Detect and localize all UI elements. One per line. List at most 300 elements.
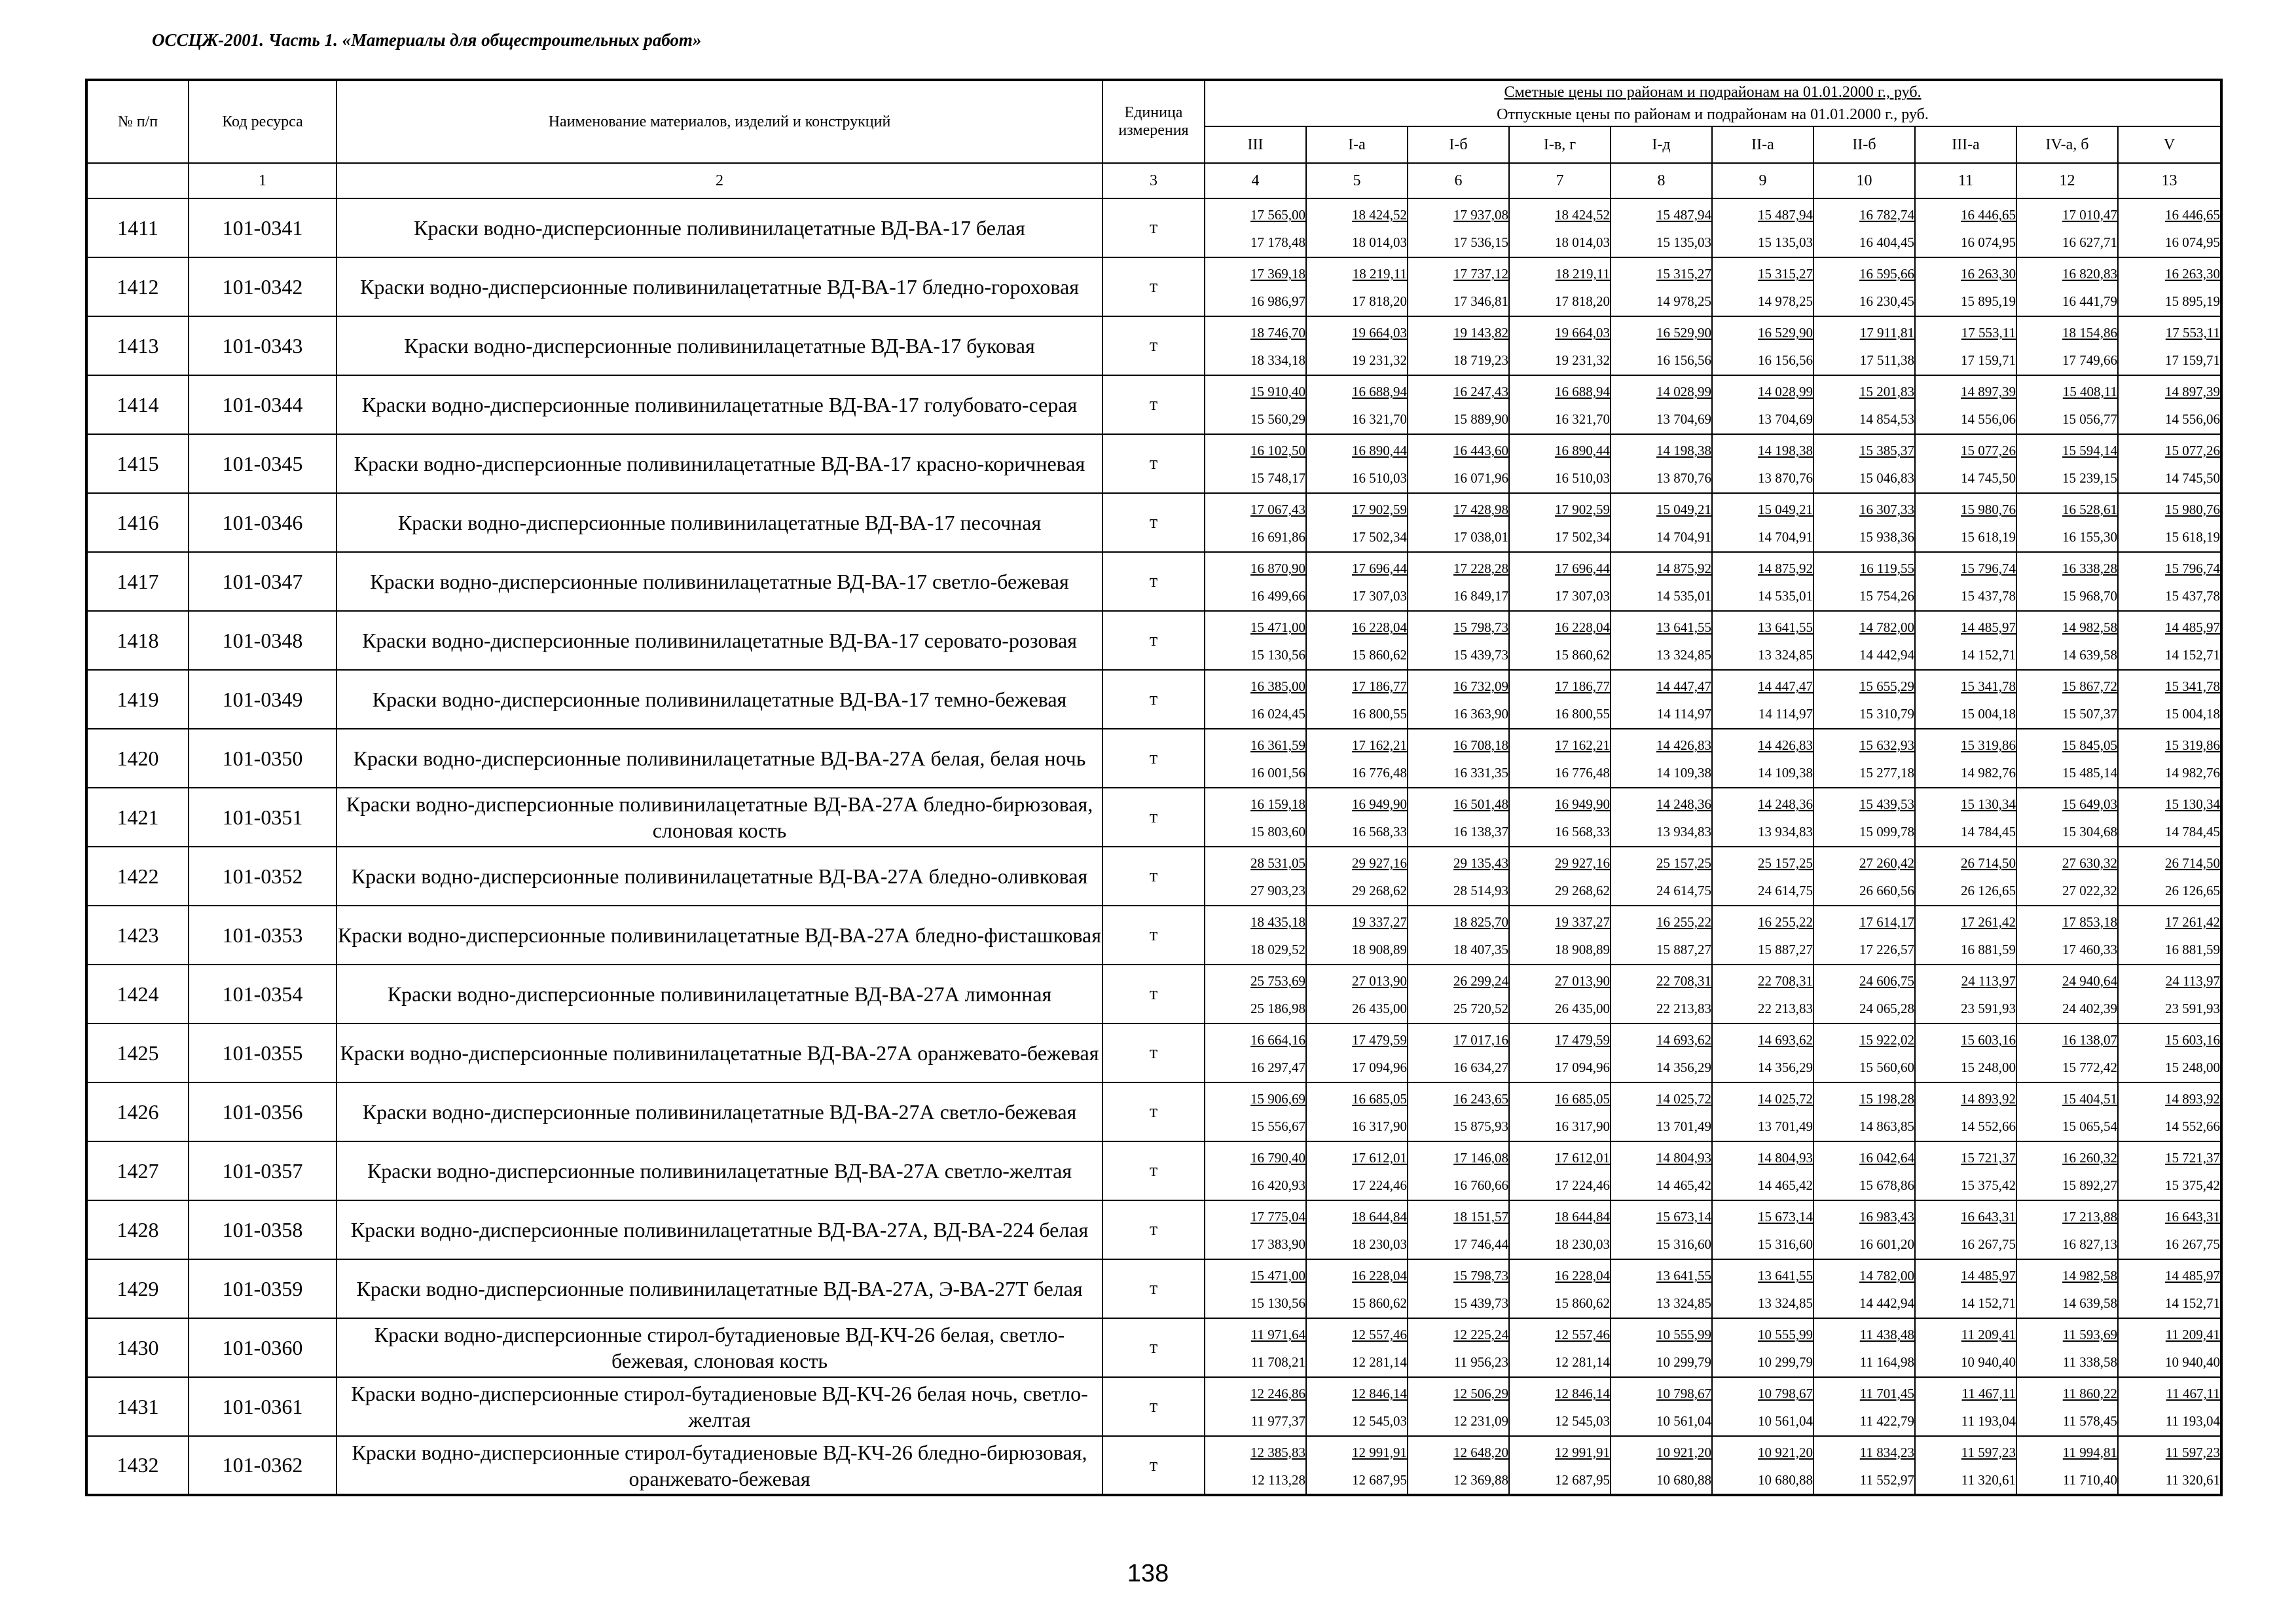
wholesale-price: 14 535,01 (1656, 588, 1711, 604)
wholesale-price: 13 324,85 (1656, 647, 1711, 663)
estimate-price: 25 157,25 (1656, 855, 1711, 871)
price-cell (1915, 493, 2016, 552)
estimate-price: 16 890,44 (1352, 443, 1407, 458)
estimate-price: 15 845,05 (2062, 737, 2117, 753)
wholesale-price: 13 934,83 (1758, 824, 1813, 840)
wholesale-price: 15 248,00 (1961, 1060, 2016, 1075)
price-cell (2016, 1318, 2118, 1377)
unit-of-measure: т (1102, 1259, 1205, 1318)
wholesale-price: 12 231,09 (1453, 1413, 1508, 1429)
price-cell (1712, 1024, 1813, 1082)
wholesale-price: 15 678,86 (1859, 1177, 1914, 1193)
estimate-price: 18 151,57 (1453, 1209, 1508, 1225)
price-cell (1205, 1436, 1306, 1495)
wholesale-price: 14 784,45 (1961, 824, 2016, 840)
wholesale-price: 13 324,85 (1656, 1295, 1711, 1311)
wholesale-price: 11 552,97 (1859, 1471, 1914, 1488)
estimate-price: 14 693,62 (1656, 1032, 1711, 1048)
estimate-price: 14 804,93 (1656, 1150, 1711, 1166)
price-cell (1205, 1141, 1306, 1200)
wholesale-price: 17 094,96 (1555, 1060, 1610, 1075)
estimate-price: 12 846,14 (1352, 1386, 1407, 1401)
table-row (86, 1436, 2221, 1495)
wholesale-price: 17 178,48 (1250, 234, 1305, 250)
region-header: I-б (1408, 126, 1509, 163)
material-name: Краски водно-дисперсионные поливинилацетатные ВД-ВА-17 голубовато-серая (337, 375, 1102, 434)
wholesale-price: 14 465,42 (1758, 1177, 1813, 1193)
wholesale-price: 25 186,98 (1250, 1001, 1305, 1016)
wholesale-price: 17 511,38 (1859, 352, 1914, 368)
estimate-price: 16 501,48 (1453, 796, 1508, 812)
estimate-price: 12 246,86 (1250, 1386, 1305, 1401)
price-cell (1813, 1318, 1915, 1377)
estimate-price: 15 319,86 (1961, 737, 2016, 753)
wholesale-price: 17 536,15 (1453, 234, 1508, 250)
price-cell (1408, 257, 1509, 316)
price-cell (1205, 316, 1306, 375)
column-number: 12 (2016, 163, 2118, 198)
wholesale-price: 11 338,58 (2062, 1354, 2117, 1370)
wholesale-price: 11 193,04 (1961, 1413, 2016, 1429)
resource-code: 101-0354 (189, 965, 337, 1024)
estimate-price: 16 228,04 (1352, 1268, 1407, 1283)
estimate-price: 14 875,92 (1758, 561, 1813, 576)
estimate-price: 14 025,72 (1656, 1091, 1711, 1107)
resource-code: 101-0343 (189, 316, 337, 375)
estimate-price: 16 102,50 (1250, 443, 1305, 458)
table-row (86, 1141, 2221, 1200)
estimate-price: 17 775,04 (1250, 1209, 1305, 1225)
wholesale-price: 15 439,73 (1453, 1295, 1508, 1311)
table-row (86, 729, 2221, 788)
resource-code: 101-0362 (189, 1436, 337, 1495)
estimate-price: 28 531,05 (1250, 855, 1305, 871)
estimate-price: 16 255,22 (1758, 914, 1813, 930)
table-row (86, 1024, 2221, 1082)
unit-of-measure: т (1102, 965, 1205, 1024)
price-cell (1813, 788, 1915, 847)
price-cell (1306, 493, 1408, 552)
wholesale-price: 11 710,40 (2062, 1471, 2117, 1488)
estimate-price: 16 949,90 (1555, 796, 1610, 812)
price-cell (1408, 375, 1509, 434)
estimate-price: 15 867,72 (2062, 678, 2117, 694)
resource-code: 101-0355 (189, 1024, 337, 1082)
prices-header (1205, 80, 2221, 126)
region-header: III-а (1915, 126, 2016, 163)
wholesale-price: 14 114,97 (1656, 706, 1711, 722)
wholesale-price: 18 407,35 (1453, 942, 1508, 957)
price-cell (2118, 847, 2221, 906)
estimate-price: 15 673,14 (1656, 1209, 1711, 1225)
price-cell (2118, 1259, 2221, 1318)
price-cell (1306, 965, 1408, 1024)
region-header: IV-а, б (2016, 126, 2118, 163)
estimate-price: 17 162,21 (1352, 737, 1407, 753)
page-number: 138 (1127, 1560, 1169, 1587)
wholesale-price: 15 860,62 (1555, 647, 1610, 663)
price-cell (1915, 1259, 2016, 1318)
estimate-price: 17 067,43 (1250, 502, 1305, 517)
estimate-price: 14 693,62 (1758, 1032, 1813, 1048)
estimate-price: 14 485,97 (2165, 1268, 2221, 1283)
price-cell (1509, 316, 1611, 375)
estimate-price: 14 426,83 (1758, 737, 1813, 753)
price-cell (2016, 257, 2118, 316)
price-cell (1712, 965, 1813, 1024)
estimate-price: 14 025,72 (1758, 1091, 1813, 1107)
wholesale-price: 13 324,85 (1758, 647, 1813, 663)
estimate-price: 16 243,65 (1453, 1091, 1508, 1107)
estimate-price: 18 219,11 (1555, 266, 1610, 282)
price-cell (1915, 316, 2016, 375)
wholesale-price: 15 887,27 (1656, 942, 1711, 957)
price-cell (1611, 1082, 1712, 1141)
wholesale-price: 16 601,20 (1859, 1236, 1914, 1252)
wholesale-price: 15 135,03 (1656, 234, 1711, 250)
wholesale-price: 18 908,89 (1555, 942, 1610, 957)
col-name-header: Наименование материалов, изделий и конструкций (337, 80, 1102, 163)
estimate-price: 16 159,18 (1250, 796, 1305, 812)
unit-of-measure: т (1102, 198, 1205, 257)
price-cell (1813, 316, 1915, 375)
table-row (86, 1082, 2221, 1141)
estimate-price: 16 790,40 (1250, 1150, 1305, 1166)
price-cell (1205, 1200, 1306, 1259)
price-cell (1306, 906, 1408, 965)
wholesale-price: 24 614,75 (1758, 883, 1813, 898)
row-number: 1411 (86, 198, 189, 257)
price-cell (1408, 198, 1509, 257)
estimate-price: 19 337,27 (1555, 914, 1610, 930)
estimate-price: 16 138,07 (2062, 1032, 2117, 1048)
wholesale-price: 16 691,86 (1250, 529, 1305, 545)
table-row (86, 552, 2221, 611)
unit-of-measure: т (1102, 1318, 1205, 1377)
estimate-price: 22 708,31 (1656, 973, 1711, 989)
price-cell (1611, 434, 1712, 493)
region-header: V (2118, 126, 2221, 163)
price-cell (1205, 965, 1306, 1024)
estimate-price: 12 557,46 (1352, 1327, 1407, 1342)
wholesale-price: 15 887,27 (1758, 942, 1813, 957)
price-cell (1611, 257, 1712, 316)
estimate-price: 14 426,83 (1656, 737, 1711, 753)
wholesale-price: 16 776,48 (1352, 765, 1407, 781)
price-cell (1306, 1024, 1408, 1082)
price-cell (1509, 847, 1611, 906)
row-number: 1413 (86, 316, 189, 375)
price-cell (1306, 788, 1408, 847)
wholesale-price: 17 307,03 (1555, 588, 1610, 604)
estimate-price: 16 529,90 (1758, 325, 1813, 341)
wholesale-price: 16 499,66 (1250, 588, 1305, 604)
wholesale-price: 14 152,71 (2165, 647, 2221, 663)
wholesale-price: 16 267,75 (2165, 1236, 2221, 1252)
wholesale-price: 15 889,90 (1453, 411, 1508, 427)
wholesale-price: 16 634,27 (1453, 1060, 1508, 1075)
price-cell (1509, 670, 1611, 729)
price-cell (1205, 847, 1306, 906)
wholesale-price: 17 038,01 (1453, 529, 1508, 545)
resource-code: 101-0358 (189, 1200, 337, 1259)
estimate-price: 16 042,64 (1859, 1150, 1914, 1166)
wholesale-price: 23 591,93 (1961, 1001, 2016, 1016)
table-row (86, 257, 2221, 316)
estimate-price: 17 696,44 (1352, 561, 1407, 576)
wholesale-price: 15 860,62 (1555, 1295, 1610, 1311)
price-cell (1509, 729, 1611, 788)
price-cell (1712, 1141, 1813, 1200)
estimate-price: 15 130,34 (2165, 796, 2221, 812)
estimate-price: 16 732,09 (1453, 678, 1508, 694)
estimate-price: 18 644,84 (1352, 1209, 1407, 1225)
price-cell (2118, 375, 2221, 434)
estimate-price: 16 385,00 (1250, 678, 1305, 694)
price-cell (1611, 729, 1712, 788)
wholesale-price: 17 746,44 (1453, 1236, 1508, 1252)
price-table (85, 79, 2223, 1496)
price-cell (1306, 375, 1408, 434)
col-unit-header (1102, 80, 1205, 163)
wholesale-price: 22 213,83 (1656, 1001, 1711, 1016)
price-cell (2118, 552, 2221, 611)
column-number-row (86, 163, 2221, 198)
estimate-price: 15 655,29 (1859, 678, 1914, 694)
wholesale-price: 15 748,17 (1250, 470, 1305, 486)
price-cell (1509, 1024, 1611, 1082)
estimate-price: 15 049,21 (1656, 502, 1711, 517)
price-cell (1611, 316, 1712, 375)
document-header: ОССЦЖ-2001. Часть 1. «Материалы для общестроительных работ» (152, 30, 702, 50)
column-number (86, 163, 189, 198)
estimate-price: 15 404,51 (2062, 1091, 2117, 1107)
table-body (86, 198, 2221, 1495)
estimate-price: 15 980,76 (1961, 502, 2016, 517)
resource-code: 101-0341 (189, 198, 337, 257)
wholesale-price: 11 320,61 (1961, 1471, 2016, 1488)
price-cell (1813, 611, 1915, 670)
estimate-price: 26 714,50 (2165, 855, 2221, 871)
price-cell (1915, 198, 2016, 257)
price-cell (1611, 1259, 1712, 1318)
price-cell (1813, 1259, 1915, 1318)
estimate-price: 27 013,90 (1352, 973, 1407, 989)
price-cell (1205, 906, 1306, 965)
wholesale-price: 14 109,38 (1758, 765, 1813, 781)
wholesale-price: 15 618,19 (1961, 529, 2016, 545)
price-cell (1408, 493, 1509, 552)
table-head (86, 80, 2221, 198)
resource-code: 101-0351 (189, 788, 337, 847)
wholesale-price: 18 014,03 (1352, 234, 1407, 250)
wholesale-price: 14 556,06 (1961, 411, 2016, 427)
estimate-price: 10 798,67 (1758, 1386, 1813, 1401)
wholesale-price: 19 231,32 (1352, 352, 1407, 368)
price-cell (2118, 611, 2221, 670)
price-cell (2016, 198, 2118, 257)
price-cell (1408, 788, 1509, 847)
wholesale-price: 14 465,42 (1656, 1177, 1711, 1193)
wholesale-price: 14 556,06 (2165, 411, 2221, 427)
estimate-price: 14 485,97 (2165, 619, 2221, 635)
price-cell (2118, 1082, 2221, 1141)
wholesale-price: 13 324,85 (1758, 1295, 1813, 1311)
price-cell (1611, 198, 1712, 257)
estimate-price: 16 890,44 (1555, 443, 1610, 458)
estimate-price: 15 315,27 (1758, 266, 1813, 282)
price-cell (1712, 1082, 1813, 1141)
wholesale-price: 23 591,93 (2165, 1001, 2221, 1016)
estimate-price: 16 260,32 (2062, 1150, 2117, 1166)
estimate-price: 17 213,88 (2062, 1209, 2117, 1225)
wholesale-price: 16 321,70 (1352, 411, 1407, 427)
wholesale-price: 14 152,71 (1961, 1295, 2016, 1311)
material-name: Краски водно-дисперсионные поливинилацетатные ВД-ВА-17 буковая (337, 316, 1102, 375)
price-cell (2016, 1377, 2118, 1436)
price-cell (2016, 965, 2118, 1024)
estimate-price: 15 341,78 (1961, 678, 2016, 694)
material-name: Краски водно-дисперсионные поливинилацетатные ВД-ВА-17 белая (337, 198, 1102, 257)
price-cell (2118, 1141, 2221, 1200)
unit-of-measure: т (1102, 611, 1205, 670)
price-cell (1205, 1318, 1306, 1377)
wholesale-price: 15 485,14 (2062, 765, 2117, 781)
unit-of-measure: т (1102, 670, 1205, 729)
wholesale-price: 17 224,46 (1555, 1177, 1610, 1193)
estimate-price: 12 846,14 (1555, 1386, 1610, 1401)
estimate-price: 16 119,55 (1859, 561, 1914, 576)
wholesale-price: 11 320,61 (2165, 1471, 2221, 1488)
row-number: 1425 (86, 1024, 189, 1082)
material-name: Краски водно-дисперсионные поливинилацетатные ВД-ВА-17 темно-бежевая (337, 670, 1102, 729)
row-number: 1417 (86, 552, 189, 611)
price-cell (1205, 1377, 1306, 1436)
table-row (86, 670, 2221, 729)
estimate-price: 10 555,99 (1758, 1327, 1813, 1342)
estimate-price: 14 897,39 (2165, 384, 2221, 399)
price-cell (1813, 552, 1915, 611)
estimate-price: 26 714,50 (1961, 855, 2016, 871)
wholesale-price: 10 680,88 (1758, 1471, 1813, 1488)
estimate-price: 16 263,30 (1961, 266, 2016, 282)
price-cell (1915, 257, 2016, 316)
wholesale-price: 15 310,79 (1859, 706, 1914, 722)
estimate-price: 12 225,24 (1453, 1327, 1508, 1342)
column-number: 8 (1611, 163, 1712, 198)
col-unit-line1: Единица (1124, 104, 1183, 121)
estimate-price: 11 438,48 (1859, 1327, 1914, 1342)
row-number: 1429 (86, 1259, 189, 1318)
estimate-price: 12 557,46 (1555, 1327, 1610, 1342)
estimate-price: 27 013,90 (1555, 973, 1610, 989)
estimate-price: 15 906,69 (1250, 1091, 1305, 1107)
price-cell (1509, 552, 1611, 611)
estimate-price: 16 263,30 (2165, 266, 2221, 282)
estimate-price: 14 198,38 (1656, 443, 1711, 458)
estimate-price: 16 338,28 (2062, 561, 2117, 576)
wholesale-price: 16 510,03 (1555, 470, 1610, 486)
wholesale-price: 13 704,69 (1656, 411, 1711, 427)
wholesale-price: 14 442,94 (1859, 1295, 1914, 1311)
estimate-price: 15 341,78 (2165, 678, 2221, 694)
price-cell (2016, 729, 2118, 788)
estimate-price: 14 028,99 (1656, 384, 1711, 399)
wholesale-price: 18 908,89 (1352, 942, 1407, 957)
price-cell (1915, 1141, 2016, 1200)
estimate-price: 16 529,90 (1656, 325, 1711, 341)
price-cell (1813, 257, 1915, 316)
price-cell (1509, 965, 1611, 1024)
price-cell (1915, 1377, 2016, 1436)
wholesale-price: 26 660,56 (1859, 883, 1914, 898)
estimate-price: 26 299,24 (1453, 973, 1508, 989)
wholesale-price: 15 004,18 (1961, 706, 2016, 722)
column-number: 3 (1102, 163, 1205, 198)
estimate-price: 17 228,28 (1453, 561, 1508, 576)
estimate-price: 15 319,86 (2165, 737, 2221, 753)
price-cell (1813, 375, 1915, 434)
wholesale-price: 12 545,03 (1555, 1413, 1610, 1429)
column-number: 11 (1915, 163, 2016, 198)
price-cell (1915, 552, 2016, 611)
estimate-price: 14 982,58 (2062, 619, 2117, 635)
estimate-price: 11 467,11 (2166, 1386, 2221, 1401)
column-number: 1 (189, 163, 337, 198)
wholesale-price: 14 978,25 (1656, 293, 1711, 309)
price-cell (1712, 1318, 1813, 1377)
price-cell (1611, 375, 1712, 434)
wholesale-price: 17 346,81 (1453, 293, 1508, 309)
estimate-price: 15 471,00 (1250, 1268, 1305, 1283)
resource-code: 101-0356 (189, 1082, 337, 1141)
resource-code: 101-0352 (189, 847, 337, 906)
price-cell (1306, 729, 1408, 788)
wholesale-price: 13 701,49 (1758, 1118, 1813, 1134)
price-cell (2118, 1200, 2221, 1259)
price-cell (1205, 552, 1306, 611)
wholesale-price: 14 535,01 (1758, 588, 1813, 604)
material-name: Краски водно-дисперсионные поливинилацетатные ВД-ВА-27А светло-желтая (337, 1141, 1102, 1200)
price-cell (1306, 257, 1408, 316)
price-cell (1306, 1200, 1408, 1259)
wholesale-price: 10 680,88 (1656, 1471, 1711, 1488)
wholesale-price: 15 099,78 (1859, 824, 1914, 840)
region-header: I-д (1611, 126, 1712, 163)
wholesale-price: 16 363,90 (1453, 706, 1508, 722)
estimate-price: 17 428,98 (1453, 502, 1508, 517)
estimate-price: 17 902,59 (1352, 502, 1407, 517)
row-number: 1419 (86, 670, 189, 729)
row-number: 1431 (86, 1377, 189, 1436)
price-cell (1509, 906, 1611, 965)
table-row (86, 847, 2221, 906)
estimate-price: 15 603,16 (1961, 1032, 2016, 1048)
wholesale-price: 16 317,90 (1555, 1118, 1610, 1134)
wholesale-price: 16 071,96 (1453, 470, 1508, 486)
price-cell (1712, 434, 1813, 493)
unit-of-measure: т (1102, 1082, 1205, 1141)
estimate-price: 17 853,18 (2062, 914, 2117, 930)
price-cell (1509, 434, 1611, 493)
price-cell (1509, 1318, 1611, 1377)
wholesale-price: 17 224,46 (1352, 1177, 1407, 1193)
wholesale-price: 16 441,79 (2062, 293, 2117, 309)
wholesale-price: 15 130,56 (1250, 647, 1305, 663)
row-number: 1420 (86, 729, 189, 788)
wholesale-price: 15 248,00 (2165, 1060, 2221, 1075)
wholesale-price: 16 321,70 (1555, 411, 1610, 427)
